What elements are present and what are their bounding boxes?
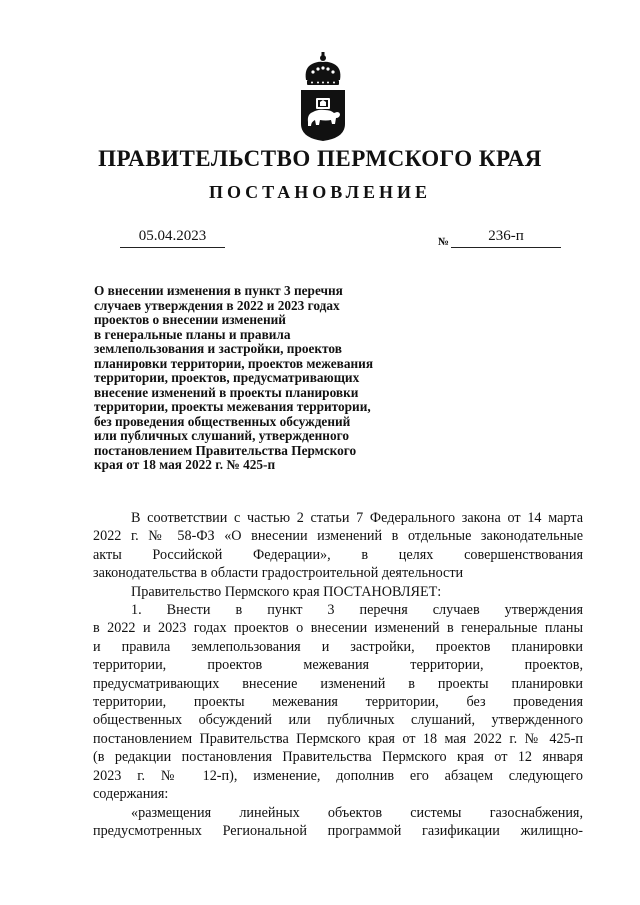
decree-line: Правительство Пермского края ПОСТАНОВЛЯЕТ: [131,583,442,600]
subject-line: проектов о внесении изменений [94,312,286,327]
subject-line: без проведения общественных обсуждений [94,413,351,429]
subject-line: постановлением Правительства Пермского [94,442,357,458]
item1-line: территории, проектов межевания территории, проектов, [93,657,583,674]
item1-line: и правила землепользования и застройки, проектов планировки [93,638,583,655]
item1-line: 2023 г. № 12-п), изменение, дополнив его абзацем следующего [93,767,583,784]
item1-line: общественных обсуждений или публичных слушаний, утвержденного [93,712,583,729]
item1-line: 1. Внести в пункт 3 перечня случаев утверждения [131,602,583,619]
body-line: В соответствии с частью 2 статьи 7 Федерального закона от 14 марта [131,510,583,526]
subject-line: территории, проекты межевания территории, [94,399,371,414]
item1-line: в 2022 и 2023 годах проектов о внесении изменений в генеральные планы [93,620,583,637]
document-type: ПОСТАНОВЛЕНИЕ [208,182,432,202]
subject-line: края от 18 мая 2022 г. № 425-п [94,457,276,472]
subject-line: случаев утверждения в 2022 и 2023 годах [94,297,340,313]
document-number [438,228,561,248]
document-date: 05.04.2023 [120,228,225,248]
number-sign: № [438,236,450,248]
quote-line: предусмотренных Региональной программой газификации жилищно- [93,822,583,839]
body-line: законодательства в области градостроительной деятельности [93,565,464,582]
item1-line: предусматривающих внесение изменений в проекты планировки [93,675,583,692]
number-value: 236-п [451,228,561,248]
item1-line: постановлением Правительства Пермского края от 18 мая 2022 г. № 425-п [93,730,583,747]
subject-line: территории, проектов, предусматривающих [94,370,360,385]
item1-line: содержания: [93,786,169,803]
document-body [93,509,583,840]
item1-line: территории, проекты межевания территории, без проведения [93,694,583,711]
coat-of-arms-icon [298,50,348,142]
subject-line: землепользования и застройки, проектов [94,341,342,356]
subject-line: О внесении изменения в пункт 3 перечня [94,283,343,298]
body-line: 2022 г. № 58-ФЗ «О внесении изменений в отдельные законодательные [93,528,583,545]
subject-line: внесение изменений в проекты планировки [94,384,359,400]
subject-line: или публичных слушаний, утвержденного [94,428,349,443]
document-subject [94,284,424,473]
body-line: акты Российской Федерации», в целях совершенствования [93,546,583,563]
subject-line: в генеральные планы и правила [94,326,291,342]
item1-line: (в редакции постановления Правительства Пермского края от 12 января [93,749,583,766]
quote-line: «размещения линейных объектов системы газоснабжения, [131,804,583,821]
organization-title: ПРАВИТЕЛЬСТВО ПЕРМСКОГО КРАЯ [98,146,542,171]
subject-line: планировки территории, проектов межевания [94,355,374,371]
